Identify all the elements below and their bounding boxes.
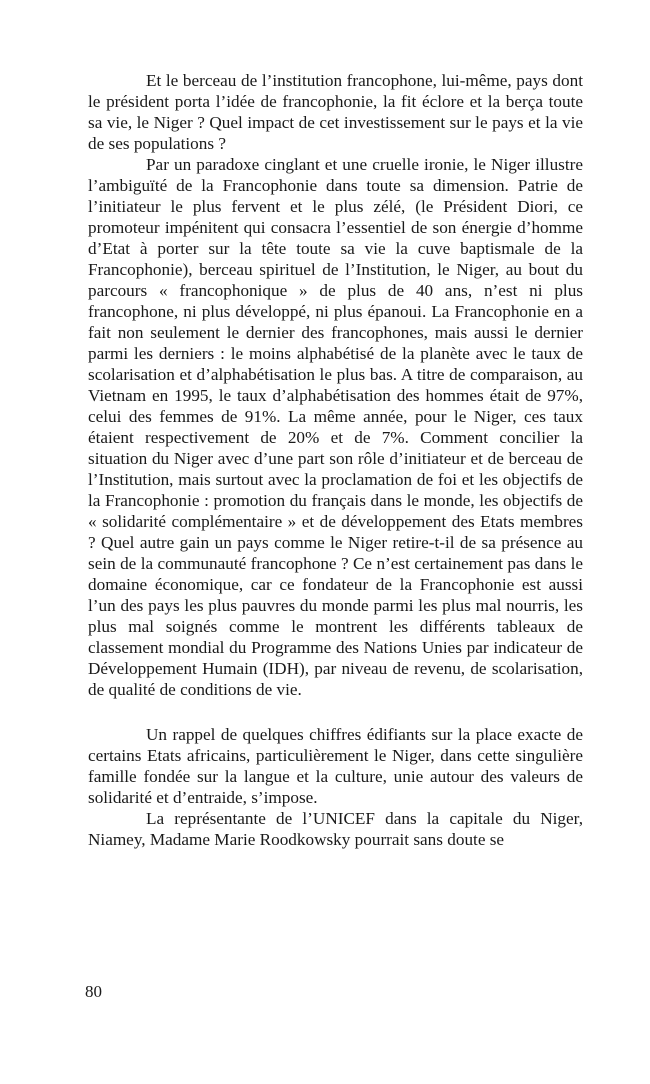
paragraph-unicef: La représentante de l’UNICEF dans la capitale du Niger, Niamey, Madame Marie Roodkowsky pourrait sans doute se — [88, 809, 583, 849]
page-body — [88, 70, 583, 850]
paragraph-paradox: Par un paradoxe cinglant et une cruelle ironie, le Niger illustre l’ambiguïté de la Francophonie dans toute sa dimension. Patrie de l’initiateur le plus fervent et le plus zélé, (le Président Diori, ce promoteur impénitent qui consacra l’essentiel de son énergie d’homme d’Etat à porter sur la tête toute sa vie la cuve baptismale de la Francophonie), berceau spirituel de l’Institution, le Niger, au bout du parcours « francophonique » de plus de 40 ans, n’est ni plus francophone, ni plus développé, ni plus épanoui. La Francophonie en a fait non seulement le dernier des francophones, mais aussi le dernier parmi les derniers : le moins alphabétisé de la planète avec le taux de scolarisation et d’alphabétisation le plus bas. A titre de comparaison, au Vietnam en 1995, le taux d’alphabétisation des hommes était de 97%, celui des femmes de 91%. La même année, pour le Niger, ces taux étaient respectivement de 20% et de 7%. Comment concilier la situation du Niger avec d’une part son rôle d’initiateur et de berceau de l’Institution, mais surtout avec la proclamation de foi et les objectifs de la Francophonie : promotion du français dans le monde, les objectifs de « solidarité complémentaire » et de développement des Etats membres ? Quel autre gain un pays comme le Niger retire-t-il de sa présence au sein de la communauté francophone ? Ce n’est certainement pas dans le domaine économique, car ce fondateur de la Francophonie est aussi l’un des pays les plus pauvres du monde parmi les plus mal nourris, les plus mal soignés comme le montrent les différents tableaux de classement mondial du Programme des Nations Unies par indicateur de Développement Humain (IDH), par niveau de revenu, de scolarisation, de qualité de conditions de vie. — [88, 155, 583, 699]
paragraph-niger-question: Et le berceau de l’institution francophone, lui-même, pays dont le président porta l’idée de francophonie, la fit éclore et la berça toute sa vie, le Niger ? Quel impact de cet investissement sur le pays et la vie de ses populations ? — [88, 71, 583, 153]
paragraph-gap — [88, 700, 583, 724]
page-number: 80 — [85, 982, 102, 1001]
paragraph-figures-reminder: Un rappel de quelques chiffres édifiants sur la place exacte de certains Etats africains, particulièrement le Niger, dans cette singulière famille fondée sur la langue et la culture, unie autour des valeurs de solidarité et d’entraide, s’impose. — [88, 725, 583, 807]
